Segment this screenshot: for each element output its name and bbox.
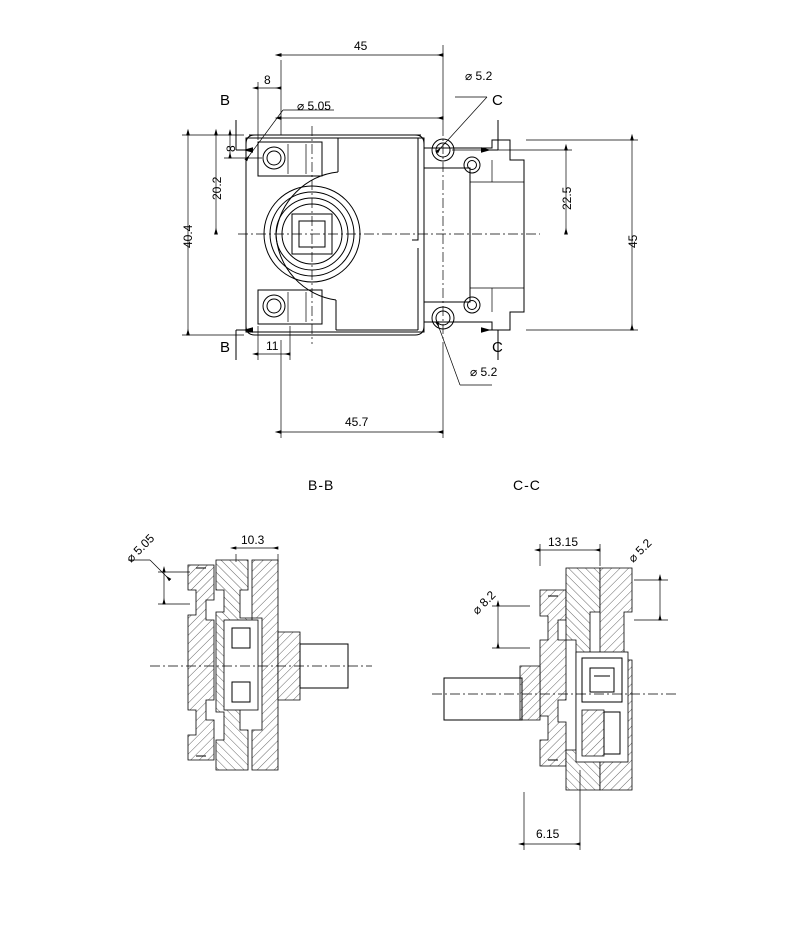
dim-hole-offset-left: 8 bbox=[224, 145, 238, 152]
dim-overall-width: 45 bbox=[354, 39, 368, 53]
view-title-bb: B-B bbox=[308, 477, 335, 493]
dim-cc-dia-left: ⌀ 8.2 bbox=[469, 588, 499, 618]
section-mark-c-bottom: C bbox=[492, 339, 503, 356]
dim-bb-width: 10.3 bbox=[241, 533, 265, 547]
section-mark-b-top: B bbox=[220, 92, 231, 109]
dim-right-half-height: 22.5 bbox=[560, 186, 574, 210]
section-mark-b-bottom: B bbox=[220, 339, 231, 356]
dim-dia-top-left: ⌀ 5.05 bbox=[297, 99, 331, 113]
dim-overall-length: 45.7 bbox=[345, 415, 369, 429]
section-bb-geometry bbox=[150, 560, 372, 770]
section-mark-c-top: C bbox=[492, 92, 503, 109]
dim-dia-bottom-right: ⌀ 5.2 bbox=[470, 365, 498, 379]
dim-height-half: 20.2 bbox=[210, 176, 224, 200]
dim-cc-width: 13.15 bbox=[548, 535, 579, 549]
dim-cc-bottom: 6.15 bbox=[536, 827, 560, 841]
dim-dia-top-right: ⌀ 5.2 bbox=[465, 69, 493, 83]
dim-hole-offset-top: 8 bbox=[264, 73, 271, 87]
dim-cc-dia-right: ⌀ 5.2 bbox=[625, 536, 655, 566]
dim-right-height: 45 bbox=[626, 234, 640, 248]
section-cc-geometry bbox=[432, 568, 676, 790]
dim-width-bottom-left: 11 bbox=[266, 339, 279, 353]
dim-height-total: 40.4 bbox=[181, 224, 195, 248]
view-title-cc: C-C bbox=[513, 477, 541, 493]
dim-bb-dia-left: ⌀ 5.05 bbox=[123, 531, 158, 566]
front-view-dimensions bbox=[182, 45, 638, 438]
front-view-geometry bbox=[238, 126, 540, 344]
